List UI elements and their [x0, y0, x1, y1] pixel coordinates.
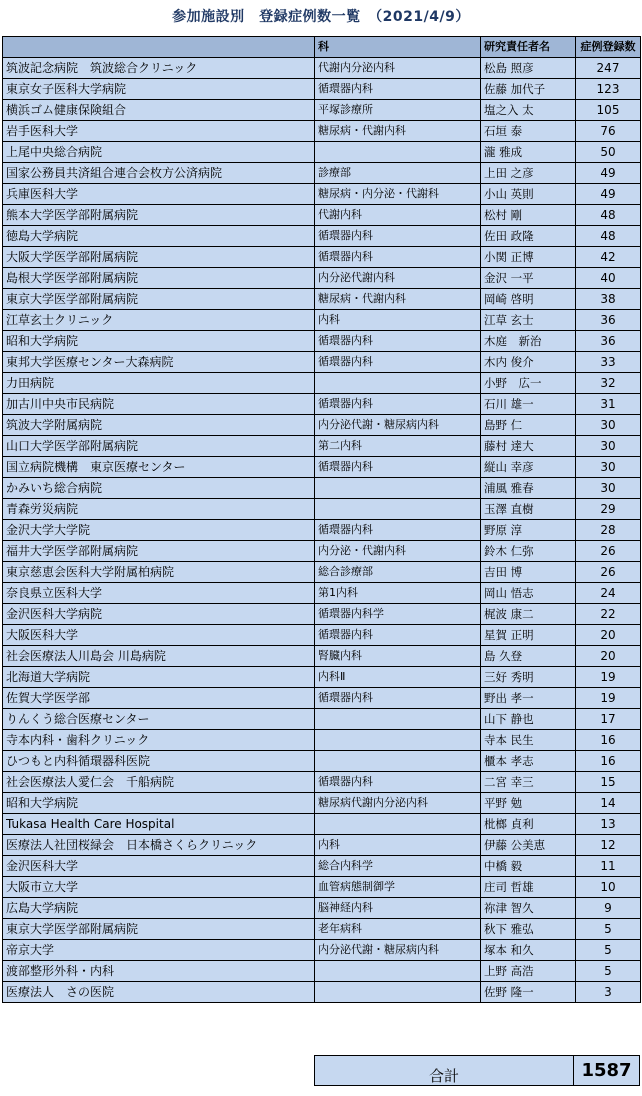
pi-cell: 石川 雄一 [481, 394, 576, 415]
count-cell: 36 [576, 331, 641, 352]
dept-cell: 循環器内科 [315, 352, 481, 373]
facility-cell: 筑波記念病院 筑波総合クリニック [3, 58, 315, 79]
pi-cell: 塩之入 太 [481, 100, 576, 121]
dept-cell: 内科Ⅱ [315, 667, 481, 688]
dept-cell: 診療部 [315, 163, 481, 184]
dept-cell: 循環器内科 [315, 226, 481, 247]
facility-cell: 東京女子医科大学病院 [3, 79, 315, 100]
header-row [3, 37, 641, 58]
count-cell: 12 [576, 835, 641, 856]
count-cell: 29 [576, 499, 641, 520]
table-row [3, 940, 641, 961]
pi-cell: 縦山 幸彦 [481, 457, 576, 478]
count-cell: 24 [576, 583, 641, 604]
pi-cell: 石垣 泰 [481, 121, 576, 142]
facility-cell: 社会医療法人川島会 川島病院 [3, 646, 315, 667]
count-cell: 105 [576, 100, 641, 121]
dept-cell: 糖尿病・代謝内科 [315, 289, 481, 310]
count-cell: 19 [576, 667, 641, 688]
dept-cell [315, 961, 481, 982]
facility-cell: 岩手医科大学 [3, 121, 315, 142]
dept-cell: 循環器内科 [315, 625, 481, 646]
dept-cell [315, 751, 481, 772]
pi-cell: 野出 孝一 [481, 688, 576, 709]
facility-cell: 帝京大学 [3, 940, 315, 961]
count-cell: 76 [576, 121, 641, 142]
facility-cell: 金沢医科大学病院 [3, 604, 315, 625]
dept-cell: 老年病科 [315, 919, 481, 940]
table-row [3, 457, 641, 478]
table-row [3, 541, 641, 562]
pi-cell: 岡崎 啓明 [481, 289, 576, 310]
pi-cell: 小山 英則 [481, 184, 576, 205]
table-row [3, 79, 641, 100]
facility-cell: 金沢大学大学院 [3, 520, 315, 541]
dept-cell: 循環器内科 [315, 79, 481, 100]
pi-cell: 星賀 正明 [481, 625, 576, 646]
table-row [3, 919, 641, 940]
table-row [3, 100, 641, 121]
facility-cell: 大阪市立大学 [3, 877, 315, 898]
count-cell: 30 [576, 457, 641, 478]
dept-cell [315, 142, 481, 163]
facility-cell: かみいち総合病院 [3, 478, 315, 499]
table-row [3, 184, 641, 205]
facility-cell: 奈良県立医科大学 [3, 583, 315, 604]
table-row [3, 772, 641, 793]
pi-cell: 吉田 博 [481, 562, 576, 583]
count-cell: 11 [576, 856, 641, 877]
facility-cell: 東京慈恵会医科大学附属柏病院 [3, 562, 315, 583]
table-row [3, 730, 641, 751]
pi-cell: 玉澤 直樹 [481, 499, 576, 520]
pi-cell: 伊藤 公美恵 [481, 835, 576, 856]
facility-cell: 島根大学医学部附属病院 [3, 268, 315, 289]
facility-cell: 東邦大学医療センター大森病院 [3, 352, 315, 373]
dept-cell [315, 730, 481, 751]
facility-cell: 兵庫医科大学 [3, 184, 315, 205]
count-cell: 26 [576, 541, 641, 562]
dept-cell: 脳神経内科 [315, 898, 481, 919]
table-row [3, 625, 641, 646]
count-cell: 31 [576, 394, 641, 415]
facility-cell: 金沢医科大学 [3, 856, 315, 877]
count-cell: 48 [576, 226, 641, 247]
facility-cell: 渡部整形外科・内科 [3, 961, 315, 982]
table-row [3, 205, 641, 226]
facility-cell: 青森労災病院 [3, 499, 315, 520]
pi-cell: 梶波 康二 [481, 604, 576, 625]
dept-cell [315, 499, 481, 520]
dept-cell [315, 814, 481, 835]
table-row [3, 667, 641, 688]
pi-cell: 木内 俊介 [481, 352, 576, 373]
count-cell: 14 [576, 793, 641, 814]
dept-cell [315, 478, 481, 499]
total-row [314, 1055, 640, 1086]
pi-cell: 山下 静也 [481, 709, 576, 730]
count-cell: 20 [576, 646, 641, 667]
dept-cell: 内分泌代謝・糖尿病内科 [315, 415, 481, 436]
dept-cell [315, 982, 481, 1003]
facility-cell: 国立病院機構 東京医療センター [3, 457, 315, 478]
table-row [3, 226, 641, 247]
pi-cell: 櫃本 孝志 [481, 751, 576, 772]
facility-cell: 医療法人 さの医院 [3, 982, 315, 1003]
dept-cell: 循環器内科 [315, 772, 481, 793]
table-row [3, 478, 641, 499]
header-pi: 研究責任者名 [481, 37, 576, 58]
pi-cell: 松島 照彦 [481, 58, 576, 79]
facility-cell: 山口大学医学部附属病院 [3, 436, 315, 457]
pi-cell: 岡山 悟志 [481, 583, 576, 604]
pi-cell: 藤村 達大 [481, 436, 576, 457]
table-row [3, 982, 641, 1003]
pi-cell: 木庭 新治 [481, 331, 576, 352]
table-row [3, 163, 641, 184]
facility-cell: 上尾中央総合病院 [3, 142, 315, 163]
count-cell: 49 [576, 184, 641, 205]
pi-cell: 寺本 民生 [481, 730, 576, 751]
header-facility [3, 37, 315, 58]
pi-cell: 鈴木 仁弥 [481, 541, 576, 562]
pi-cell: 祢津 智久 [481, 898, 576, 919]
table-body [3, 58, 641, 1003]
count-cell: 38 [576, 289, 641, 310]
dept-cell: 糖尿病・内分泌・代謝科 [315, 184, 481, 205]
count-cell: 3 [576, 982, 641, 1003]
count-cell: 49 [576, 163, 641, 184]
count-cell: 32 [576, 373, 641, 394]
facility-cell: 昭和大学病院 [3, 793, 315, 814]
facility-cell: 江草玄士クリニック [3, 310, 315, 331]
table-row [3, 877, 641, 898]
pi-cell: 秋下 雅弘 [481, 919, 576, 940]
dept-cell: 内分泌代謝・糖尿病内科 [315, 940, 481, 961]
pi-cell: 松村 剛 [481, 205, 576, 226]
table-row [3, 58, 641, 79]
count-cell: 5 [576, 919, 641, 940]
facility-cell: 社会医療法人愛仁会 千船病院 [3, 772, 315, 793]
facility-cell: りんくう総合医療センター [3, 709, 315, 730]
count-cell: 36 [576, 310, 641, 331]
facility-cell: 大阪医科大学 [3, 625, 315, 646]
dept-cell: 代謝内分泌内科 [315, 58, 481, 79]
count-cell: 17 [576, 709, 641, 730]
count-cell: 30 [576, 415, 641, 436]
table-row [3, 835, 641, 856]
pi-cell: 小野 広一 [481, 373, 576, 394]
facility-cell: 東京大学医学部附属病院 [3, 289, 315, 310]
facility-cell: 医療法人社団桜緑会 日本橋さくらクリニック [3, 835, 315, 856]
dept-cell: 循環器内科 [315, 331, 481, 352]
table-row [3, 247, 641, 268]
table-row [3, 499, 641, 520]
table-row [3, 751, 641, 772]
count-cell: 30 [576, 478, 641, 499]
pi-cell: 塚本 和久 [481, 940, 576, 961]
facility-cell: 昭和大学病院 [3, 331, 315, 352]
count-cell: 13 [576, 814, 641, 835]
count-cell: 50 [576, 142, 641, 163]
count-cell: 123 [576, 79, 641, 100]
dept-cell: 総合内科学 [315, 856, 481, 877]
count-cell: 5 [576, 940, 641, 961]
dept-cell: 第1内科 [315, 583, 481, 604]
pi-cell: 二宮 幸三 [481, 772, 576, 793]
pi-cell: 島野 仁 [481, 415, 576, 436]
count-cell: 30 [576, 436, 641, 457]
dept-cell: 血管病態制御学 [315, 877, 481, 898]
count-cell: 5 [576, 961, 641, 982]
facility-cell: 熊本大学医学部附属病院 [3, 205, 315, 226]
pi-cell: 平野 勉 [481, 793, 576, 814]
dept-cell: 循環器内科 [315, 457, 481, 478]
count-cell: 28 [576, 520, 641, 541]
table-row [3, 331, 641, 352]
facility-cell: 加古川中央市民病院 [3, 394, 315, 415]
dept-cell: 循環器内科 [315, 247, 481, 268]
dept-cell: 内分泌代謝内科 [315, 268, 481, 289]
dept-cell: 循環器内科学 [315, 604, 481, 625]
facility-cell: 北海道大学病院 [3, 667, 315, 688]
pi-cell: 瀧 雅成 [481, 142, 576, 163]
count-cell: 16 [576, 751, 641, 772]
table-row [3, 436, 641, 457]
dept-cell: 内科 [315, 310, 481, 331]
facility-cell: 国家公務員共済組合連合会枚方公済病院 [3, 163, 315, 184]
facility-cell: 筑波大学附属病院 [3, 415, 315, 436]
facility-cell: Tukasa Health Care Hospital [3, 814, 315, 835]
pi-cell: 三好 秀明 [481, 667, 576, 688]
dept-cell: 第二内科 [315, 436, 481, 457]
table-row [3, 814, 641, 835]
facility-cell: 徳島大学病院 [3, 226, 315, 247]
count-cell: 15 [576, 772, 641, 793]
facility-cell: 力田病院 [3, 373, 315, 394]
dept-cell: 循環器内科 [315, 688, 481, 709]
dept-cell: 内科 [315, 835, 481, 856]
dept-cell: 糖尿病・代謝内科 [315, 121, 481, 142]
count-cell: 10 [576, 877, 641, 898]
pi-cell: 上野 高浩 [481, 961, 576, 982]
dept-cell: 内分泌・代謝内科 [315, 541, 481, 562]
count-cell: 22 [576, 604, 641, 625]
dept-cell: 糖尿病代謝内分泌内科 [315, 793, 481, 814]
pi-cell: 上田 之彦 [481, 163, 576, 184]
facility-cell: 広島大学病院 [3, 898, 315, 919]
pi-cell: 江草 玄士 [481, 310, 576, 331]
pi-cell: 枇榔 貞利 [481, 814, 576, 835]
table-row [3, 562, 641, 583]
count-cell: 26 [576, 562, 641, 583]
table-row [3, 709, 641, 730]
table-row [3, 793, 641, 814]
pi-cell: 小関 正博 [481, 247, 576, 268]
pi-cell: 庄司 哲雄 [481, 877, 576, 898]
pi-cell: 金沢 一平 [481, 268, 576, 289]
dept-cell [315, 373, 481, 394]
header-dept: 科 [315, 37, 481, 58]
pi-cell: 佐藤 加代子 [481, 79, 576, 100]
count-cell: 247 [576, 58, 641, 79]
count-cell: 40 [576, 268, 641, 289]
pi-cell: 佐田 政隆 [481, 226, 576, 247]
facility-cell: 寺本内科・歯科クリニック [3, 730, 315, 751]
pi-cell: 佐野 隆一 [481, 982, 576, 1003]
count-cell: 16 [576, 730, 641, 751]
table-row [3, 142, 641, 163]
dept-cell: 平塚診療所 [315, 100, 481, 121]
registration-table [2, 36, 641, 1003]
facility-cell: 佐賀大学医学部 [3, 688, 315, 709]
facility-cell: ひつもと内科循環器科医院 [3, 751, 315, 772]
dept-cell: 循環器内科 [315, 520, 481, 541]
total-value: 1587 [581, 1060, 632, 1081]
table-row [3, 604, 641, 625]
count-cell: 48 [576, 205, 641, 226]
pi-cell: 中橋 毅 [481, 856, 576, 877]
table-row [3, 310, 641, 331]
count-cell: 20 [576, 625, 641, 646]
count-cell: 42 [576, 247, 641, 268]
header-count: 症例登録数 [576, 37, 641, 58]
facility-cell: 東京大学医学部附属病院 [3, 919, 315, 940]
count-cell: 9 [576, 898, 641, 919]
dept-cell [315, 709, 481, 730]
table-row [3, 898, 641, 919]
pi-cell: 野原 淳 [481, 520, 576, 541]
count-cell: 19 [576, 688, 641, 709]
table-row [3, 520, 641, 541]
pi-cell: 島 久登 [481, 646, 576, 667]
dept-cell: 代謝内科 [315, 205, 481, 226]
table-row [3, 646, 641, 667]
table-row [3, 121, 641, 142]
pi-cell: 浦風 雅春 [481, 478, 576, 499]
count-cell: 33 [576, 352, 641, 373]
table-row [3, 415, 641, 436]
dept-cell: 腎臓内科 [315, 646, 481, 667]
table-row [3, 856, 641, 877]
table-row [3, 352, 641, 373]
dept-cell: 総合診療部 [315, 562, 481, 583]
dept-cell: 循環器内科 [315, 394, 481, 415]
facility-cell: 福井大学医学部附属病院 [3, 541, 315, 562]
table-row [3, 688, 641, 709]
table-row [3, 583, 641, 604]
table-row [3, 394, 641, 415]
table-row [3, 268, 641, 289]
page-title: 参加施設別 登録症例数一覧 （2021/4/9） [172, 9, 470, 25]
table-row [3, 961, 641, 982]
facility-cell: 横浜ゴム健康保険組合 [3, 100, 315, 121]
facility-cell: 大阪大学医学部附属病院 [3, 247, 315, 268]
table-row [3, 289, 641, 310]
table-row [3, 373, 641, 394]
total-label: 合計 [315, 1056, 574, 1085]
